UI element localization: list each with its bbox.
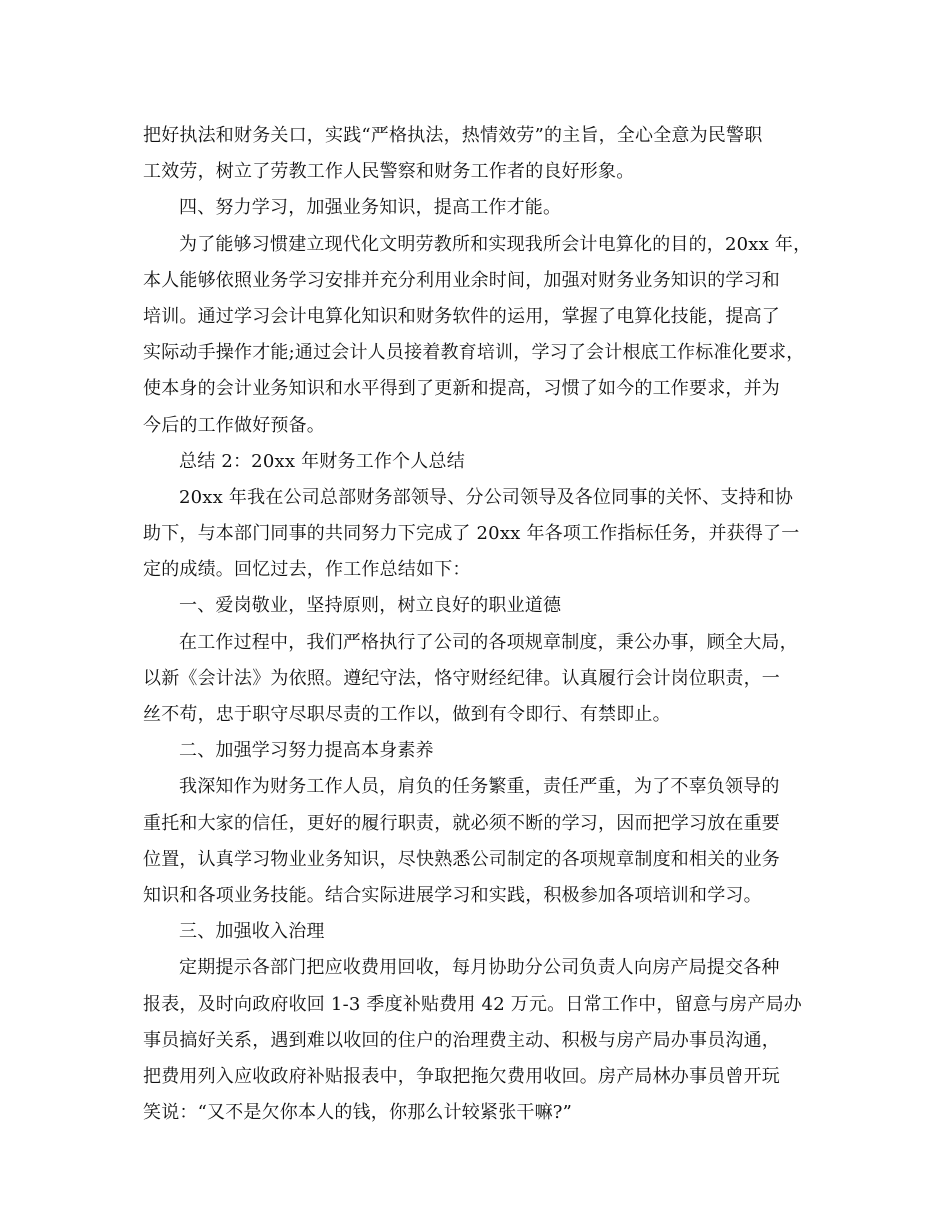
body-line: 我深知作为财务工作人员，肩负的任务繁重，责任严重，为了不辜负领导的 — [179, 776, 780, 798]
section-heading: 三、加强收入治理 — [179, 921, 325, 943]
document-body — [143, 118, 823, 1131]
body-line: 工效劳，树立了劳教工作人民警察和财务工作者的良好形象。 — [143, 161, 635, 183]
body-line: 事员搞好关系，遇到难以收回的住户的治理费主动、积极与房产局办事员沟通， — [143, 1029, 780, 1051]
body-line: 20xx 年我在公司总部财务部领导、分公司领导及各位同事的关怀、支持和协 — [179, 486, 794, 508]
body-line: 培训。通过学习会计电算化知识和财务软件的运用，掌握了电算化技能，提高了 — [143, 305, 780, 327]
section-heading: 四、努力学习，加强业务知识，提高工作才能。 — [179, 197, 562, 219]
body-line: 今后的工作做好预备。 — [143, 414, 325, 436]
body-line: 在工作过程中，我们严格执行了公司的各项规章制度，秉公办事，顾全大局， — [179, 631, 798, 653]
body-line: 定期提示各部门把应收费用回收，每月协助分公司负责人向房产局提交各种 — [179, 957, 780, 979]
body-line: 以新《会计法》为依照。遵纪守法，恪守财经纪律。认真履行会计岗位职责，一 — [143, 667, 780, 689]
body-line: 丝不苟，忠于职守尽职尽责的工作以，做到有令即行、有禁即止。 — [143, 704, 671, 725]
body-line: 笑说：“又不是欠你本人的钱，你那么计较紧张干嘛?” — [143, 1102, 573, 1124]
body-line: 把费用列入应收政府补贴报表中，争取把拖欠费用收回。房产局林办事员曾开玩 — [143, 1065, 780, 1087]
body-line: 使本身的会计业务知识和水平得到了更新和提高，习惯了如今的工作要求，并为 — [143, 378, 780, 400]
body-line: 重托和大家的信任，更好的履行职责，就必须不断的学习，因而把学习放在重要 — [143, 812, 780, 834]
section-heading: 二、加强学习努力提高本身素养 — [179, 740, 434, 762]
summary-title: 总结 2：20xx 年财务工作个人总结 — [179, 450, 465, 472]
body-line: 本人能够依照业务学习安排并充分利用业余时间，加强对财务业务知识的学习和 — [143, 269, 780, 291]
section-heading: 一、爱岗敬业，坚持原则，树立良好的职业道德 — [179, 595, 562, 617]
body-line: 助下，与本部门同事的共同努力下完成了 20xx 年各项工作指标任务，并获得了一 — [143, 523, 800, 545]
body-line: 定的成绩。回忆过去，作工作总结如下： — [143, 559, 471, 581]
body-line: 知识和各项业务技能。结合实际进展学习和实践，积极参加各项培训和学习。 — [143, 884, 762, 906]
body-line: 为了能够习惯建立现代化文明劳教所和实现我所会计电算化的目的，20xx 年， — [179, 233, 812, 255]
body-line: 实际动手操作才能;通过会计人员接着教育培训，学习了会计根底工作标准化要求， — [143, 342, 805, 364]
body-line: 位置，认真学习物业业务知识，尽快熟悉公司制定的各项规章制度和相关的业务 — [143, 848, 780, 870]
body-line: 报表，及时向政府收回 1-3 季度补贴费用 42 万元。日常工作中，留意与房产局办 — [143, 993, 802, 1015]
body-line: 把好执法和财务关口，实践“严格执法，热情效劳”的主旨，全心全意为民警职 — [143, 125, 763, 146]
